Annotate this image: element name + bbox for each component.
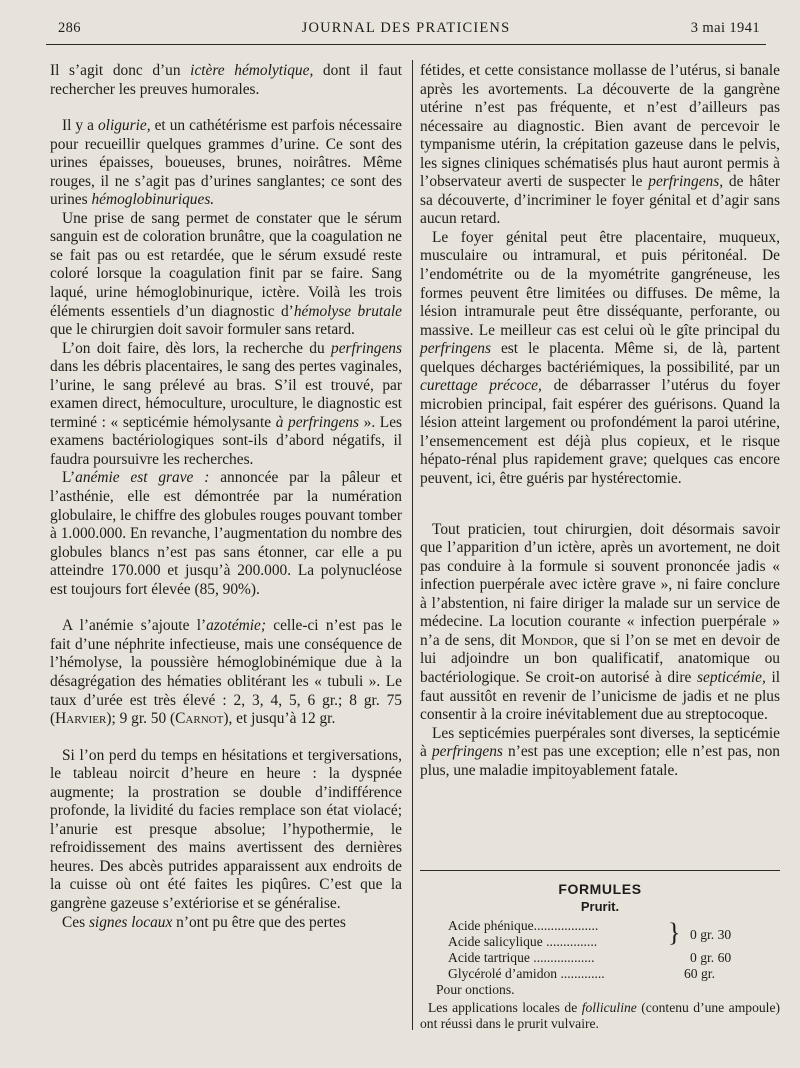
paragraph: L’anémie est grave : annoncée par la pâleur et l’asthénie, elle est démontrée par la numération globulaire, le chiffre des globules rouges pouvant tomber à 1.000.000. En revanche, l’augmentation du nombre des globules blancs n’est pas sans étonner, car elle a pu atteindre 170.000 et jusqu’à 200.000. La polynucléose est toujours fort élevée (85, 90%). xyxy=(50,469,402,598)
paragraph: fétides, et cette consistance mollasse de l’utérus, si banale après les avortements. La découverte de la gangrène utérine n’est pas fréquente, et n’est d’ailleurs pas nécessaire au diagnostic. Bien avant de percevoir le tympanisme utérin, la crépitation gazeuse dans le pelvis, les signes cliniques schématisés plus haut auront permis à l’observateur averti de suspecter le perfringens, de hâter sa découverte, d’incriminer le foyer génital et d’agir sans aucun retard. xyxy=(420,62,780,228)
prescription xyxy=(420,918,780,998)
prescription-usage: Pour onctions. xyxy=(436,982,515,997)
prescription-row: Acide salicylique ............... 0 gr. 30 xyxy=(448,927,732,949)
prescription-row: Glycérolé d’amidon ............. 60 gr. xyxy=(448,966,715,981)
paragraph: Il y a oligurie, et un cathétérisme est parfois nécessaire pour recueillir quelques grammes d’urine. Ce sont des urines épaisses, boueuses, brunes, noirâtres. Même rouges, il ne s’agit pas d’urines sanglantes; ce sont des urines hémoglobinuriques. xyxy=(50,117,402,209)
paragraph: A l’anémie s’ajoute l’azotémie; celle-ci n’est pas le fait d’une néphrite infectieuse, mais une conséquence de l’hémolyse, la poussière hémoglobinémique due à la désagrégation des hématies oblitérant les « tubuli ». Le taux d’urée est très élevé : 2, 3, 4, 5, 6 gr.; 8 gr. 75 (Harvier); 9 gr. 50 (Carnot), et jusqu’à 12 gr. xyxy=(50,617,402,728)
left-column xyxy=(50,62,402,932)
paragraph: Ces signes locaux n’ont pu être que des pertes xyxy=(62,913,346,931)
header-rule xyxy=(46,44,766,45)
brace: } xyxy=(668,918,681,947)
issue-date: 3 mai 1941 xyxy=(690,20,760,36)
paragraph: Si l’on perd du temps en hésitations et tergiversations, le tableau noircit d’heure en heure : la dyspnée augmente; la prostration se double d’indifférence profonde, la lividité du facies remplace son état violacé; l’anurie est presque absolue; l’hypothermie, le refroidissement des mains avertissent des dernières heures. Des abcès putrides apparaissent aux endroits de la cuisse où ont été faites les piqûres. C’est que la gangrène gazeuse s’extériorise et se généralise. xyxy=(50,746,402,912)
paragraph: Le foyer génital peut être placentaire, muqueux, musculaire ou intramural, et puis péritonéal. De l’endométrite ou de la myométrite gangréneuse, les formes peuvent être limitées ou diffuses. De même, la lésion intramurale peut être disséquante, perforante, ou massive. Le meilleur cas est celui où le gîte principal du perfringens est le placenta. Même si, de là, partent quelques décharges bactériémiques, la possibilité, par un curettage précoce, de débarrasser l’utérus du foyer microbien principal, fait espérer des guérisons. Quand la lésion atteint largement ou profondément la paroi utérine, l’ensemencement est déjà plus copieux, et le risque hépato-rénal plus rapidement grave; quelques cas encore peuvent, ici, être guéris par hystérectomie. xyxy=(420,228,780,488)
formulas-box xyxy=(420,870,780,1032)
paragraph: L’on doit faire, dès lors, la recherche du perfringens dans les débris placentaires, le sang des pertes vaginales, l’urine, le sang prélevé au bras. S’il est trouvé, par examen direct, hémoculture, uroculture, le diagnostic est terminé : « septicémie hémolysante à perfringens ». Les examens bactériologiques sont-ils d’abord négatifs, il faudra poursuivre les recherches. xyxy=(50,339,403,468)
paragraph: Les septicémies puerpérales sont diverses, la septicémie à perfringens n’est pas une exception; elle n’est pas, non plus, une maladie impitoyablement fatale. xyxy=(420,724,780,779)
paragraph: Tout praticien, tout chirurgien, doit désormais savoir que l’apparition d’un ictère, après un avortement, ne doit pas conduire à la formule si souvent prononcée jadis « infection puerpérale avec ictère grave », ni faire conclure à l’abstention, ni faire diriger la malade sur un service de médecine. La locution courante « infection puerpérale » n’a de sens, dit Mondor, que si l’on se met en devoir de lui adjoindre un bon qualificatif, anatomique ou bactériologique. Se croit-on autorisé à dire septicémie, il faut aussitôt en revenir de l’unicisme de jadis et ne plus consentir à la croire inévitablement due au streptocoque. xyxy=(420,520,781,724)
journal-title: JOURNAL DES PRATICIENS xyxy=(301,20,511,36)
formulas-note: Les applications locales de folliculine (contenu d’une ampoule) ont réussi dans le prurit vulvaire. xyxy=(420,1000,780,1031)
prescription-row: Acide tartrique .................. 0 gr. 60 xyxy=(448,950,732,965)
paragraph: Il s’agit donc d’un ictère hémolytique, dont il faut rechercher les preuves humorales. xyxy=(50,62,402,98)
paragraph: Une prise de sang permet de constater que le sérum sanguin est de coloration brunâtre, que la coagulation ne se fait pas ou est retardée, que le sérum exsudé reste coloré lorsque la coagulation finit par se faire. Sang laqué, urine hémoglobinurique, ictère. Voilà les trois éléments essentiels d’un diagnostic d’hémolyse brutale que le chirurgien doit savoir formuler sans retard. xyxy=(50,209,402,339)
formulas-title: FORMULES xyxy=(558,881,642,897)
formulas-subtitle: Prurit. xyxy=(580,899,620,914)
prescription-row: Acide phénique................... } xyxy=(448,918,681,947)
page-number: 286 xyxy=(58,20,81,36)
column-divider xyxy=(412,60,413,1030)
right-column xyxy=(420,62,780,780)
running-header xyxy=(46,18,766,40)
